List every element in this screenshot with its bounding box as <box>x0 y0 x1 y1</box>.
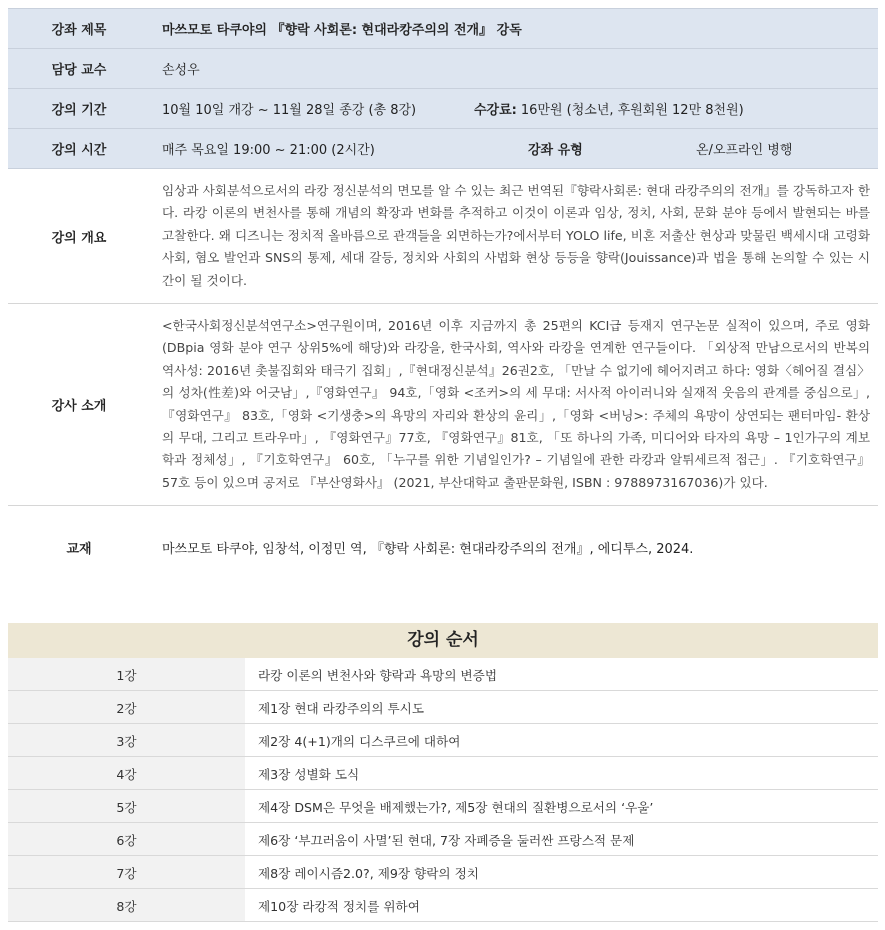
lecture-row <box>8 658 878 691</box>
lecture-number: 8강 <box>8 889 245 922</box>
professor-label: 담당 교수 <box>8 49 150 89</box>
period-row <box>8 89 878 129</box>
textbook-label: 교재 <box>66 541 92 557</box>
lecture-number: 4강 <box>8 757 245 790</box>
lecture-number: 7강 <box>8 856 245 889</box>
lecture-topic: 제6장 ‘부끄러움이 사멸’된 현대, 7장 자폐증을 둘러싼 프랑스적 문제 <box>245 823 878 856</box>
overview-row <box>8 169 878 304</box>
time-value: 매주 목요일 19:00 ~ 21:00 (2시간) <box>162 143 375 158</box>
lecture-topic: 제1장 현대 라캉주의의 투시도 <box>245 691 878 724</box>
lecture-topic: 제10장 라캉적 정치를 위하여 <box>245 889 878 922</box>
professor-name: 손성우 <box>150 49 878 89</box>
instructor-text: <한국사회정신분석연구소>연구원이며, 2016년 이후 지금까지 총 25편의 KCI급 등재지 연구논문 실적이 있으며, 주로 영화(DBpia 영화 분야 연구 상위5%에 해당)와 라캉을, 한국사회, 역사와 라캉을 연계한 연구들이다. 「외상적 만남으로서의 반복의 역사성: 2016년 촛불집회와 태극기 집회」,『현대정신분석』26권2호, 「만날 수 없기에 헤어지려고 하다: 영화〈헤어질 결심〉의 성차(性差)와 어긋남」,『영화연구』 94호,「영화 <조커>의 세 무대: 서사적 아이러니와 실재적 웃음의 관계를 중심으로」, 『영화연구』 83호,「영화 <기생충>의 욕망의 자리와 환상의 윤리」,「영화 <버닝>: 주체의 욕망이 상연되는 팬터마임- 환상의 무대, 그리고 트라우마」, 『영화연구』77호, 『영화연구』81호, 「또 하나의 가족, 미디어와 타자의 욕망 – 1인가구의 계보학과 정체성」, 『기호학연구』 60호, 「누구를 위한 기념일인가? – 기념일에 관한 라캉과 알튀세르적 접근」. 『기호학연구』57호 등이 있으며 공저로 『부산영화사』 (2021, 부산대학교 출판문화원, ISBN : 9788973167036)가 있다. <box>150 304 878 506</box>
professor-row <box>8 49 878 89</box>
lecture-order-table <box>8 658 878 922</box>
title-label: 강좌 제목 <box>8 9 150 49</box>
lecture-topic: 라캉 이론의 변천사와 향락과 욕망의 변증법 <box>245 658 878 691</box>
title-row <box>8 9 878 49</box>
type-label: 강좌 유형 <box>528 143 583 158</box>
lecture-topic: 제8장 레이시즘2.0?, 제9장 향락의 정치 <box>245 856 878 889</box>
lecture-row <box>8 823 878 856</box>
lecture-row <box>8 724 878 757</box>
lecture-number: 6강 <box>8 823 245 856</box>
lecture-row <box>8 856 878 889</box>
fee-label: 수강료: <box>474 103 517 118</box>
textbook-row <box>8 506 878 589</box>
lecture-row <box>8 691 878 724</box>
lecture-row <box>8 790 878 823</box>
lecture-order-title: 강의 순서 <box>8 623 878 658</box>
instructor-row <box>8 304 878 506</box>
lecture-topic: 제2장 4(+1)개의 디스쿠르에 대하여 <box>245 724 878 757</box>
course-info-table <box>8 8 878 588</box>
lecture-number: 3강 <box>8 724 245 757</box>
course-title: 마쓰모토 타쿠야의 『향락 사회론: 현대라캉주의의 전개』 강독 <box>150 9 878 49</box>
lecture-row <box>8 757 878 790</box>
textbook-text: 마쓰모토 타쿠야, 임창석, 이정민 역, 『향락 사회론: 현대라캉주의의 전개』, 에디투스, 2024. <box>162 541 694 557</box>
lecture-topic: 제3장 성별화 도식 <box>245 757 878 790</box>
time-label: 강의 시간 <box>8 129 150 169</box>
overview-label: 강의 개요 <box>8 169 150 304</box>
fee-value: 16만원 (청소년, 후원회원 12만 8천원) <box>520 103 744 118</box>
lecture-number: 5강 <box>8 790 245 823</box>
lecture-number: 2강 <box>8 691 245 724</box>
lecture-row <box>8 889 878 922</box>
instructor-label: 강사 소개 <box>8 304 150 506</box>
period-value: 10월 10일 개강 ~ 11월 28일 종강 (총 8강) <box>162 103 417 118</box>
time-row <box>8 129 878 169</box>
overview-text: 임상과 사회분석으로서의 라캉 정신분석의 면모를 알 수 있는 최근 번역된『향락사회론: 현대 라캉주의의 전개』를 강독하고자 한다. 라캉 이론의 변천사를 통해 개념의 확장과 변화를 추적하고 이것이 이론과 임상, 정치, 사회, 문화 분야 등에서 발현되는 바를 고찰한다. 왜 디즈니는 정치적 올바름으로 관객들을 외면하는가?에서부터 YOLO life, 비혼 저출산 현상과 맞물린 백세시대 고령화 사회, 혐오 발언과 SNS의 통제, 세대 갈등, 정치와 사회의 사법화 현상 등등을 향락(Jouissance)과 법을 통해 논의할 수 있는 시간이 될 것이다. <box>150 169 878 304</box>
period-label: 강의 기간 <box>8 89 150 129</box>
lecture-number: 1강 <box>8 658 245 691</box>
type-value: 온/오프라인 병행 <box>696 143 793 158</box>
lecture-topic: 제4장 DSM은 무엇을 배제했는가?, 제5장 현대의 질환병으로서의 ‘우울’ <box>245 790 878 823</box>
